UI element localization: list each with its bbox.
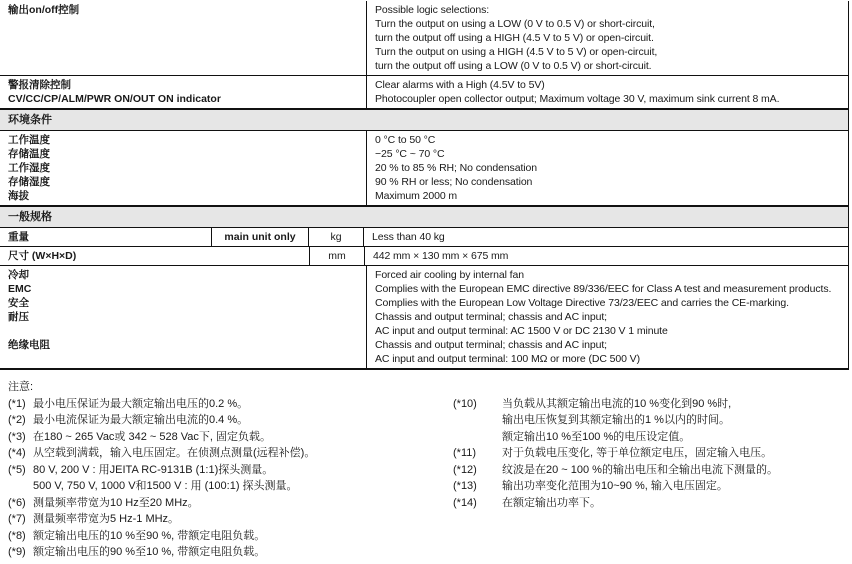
footnote-text: 最小电压保证为最大额定输出电压的0.2 %。 — [33, 397, 249, 410]
footnote-marker: (*3) — [8, 430, 26, 443]
table-row-alarm-indicator — [0, 75, 848, 108]
row-label: 存储湿度 — [8, 176, 50, 188]
row-label — [8, 324, 360, 338]
footnote — [8, 478, 446, 495]
row-value-cell — [366, 1, 848, 75]
row-label-cell — [0, 1, 366, 75]
spec-line: Complies with the European Low Voltage Directive 73/23/EEC and carries the CE-marking. — [375, 297, 789, 309]
spec-line: Chassis and output terminal; chassis and AC input; — [375, 311, 607, 323]
footnote-text: 输出功率变化范围为10~90 %, 输入电压固定。 — [502, 480, 728, 492]
weight-unit-cell: kg — [308, 228, 363, 246]
footnotes — [0, 379, 852, 561]
spec-line: Complies with the European EMC directive 89/336/EEC for Class A test and measurement products. — [375, 283, 832, 295]
table-row-dimensions — [0, 246, 848, 265]
row-label: 存储温度 — [8, 148, 50, 160]
footnote — [453, 462, 852, 479]
row-label-cell — [0, 266, 366, 368]
footnote-text: 在180 ~ 265 Vac或 342 ~ 528 Vac下, 固定负载。 — [33, 430, 272, 443]
spec-line: Possible logic selections: — [375, 4, 490, 16]
spec-line: turn the output off using a HIGH (4.5 V to 5 V) or open-circuit. — [375, 32, 654, 44]
footnote-marker: (*1) — [8, 397, 26, 410]
spec-line: Turn the output on using a LOW (0 V to 0.5 V) or short-circuit, — [375, 18, 655, 30]
spec-line: Less than 40 kg — [372, 231, 445, 243]
row-label: 尺寸 (W×H×D) — [8, 250, 77, 262]
footnote-text: 测量频率带宽为5 Hz-1 MHz。 — [33, 513, 180, 525]
row-label: 工作温度 — [8, 134, 50, 146]
spec-line: Chassis and output terminal; chassis and AC input; — [375, 339, 607, 351]
footnote-marker: (*10) — [453, 397, 477, 410]
footnote-marker: (*14) — [453, 496, 477, 509]
footnote-marker: (*12) — [453, 463, 477, 476]
footnote-text: 对于负载电压变化, 等于单位额定电压，固定输入电压。 — [502, 447, 773, 459]
footnote-text: 额定输出10 %至100 %的电压设定值。 — [502, 430, 691, 443]
row-label: 海拔 — [8, 190, 29, 202]
footnote — [8, 528, 446, 545]
table-row-environment — [0, 131, 848, 205]
footnote-text: 输出电压恢复到其额定输出的1 %以内的时间。 — [502, 414, 730, 426]
footnote-text: 从空载到满载，输入电压固定。在侦测点测量(远程补偿)。 — [33, 447, 316, 459]
footnote — [453, 412, 852, 429]
spec-line: Photocoupler open collector output; Maximum voltage 30 V, maximum sink current 8 mA. — [375, 93, 780, 105]
table-row-output-control — [0, 1, 848, 75]
footnote — [453, 495, 852, 512]
footnote-marker: (*13) — [453, 480, 477, 492]
row-value-cell — [363, 228, 848, 246]
footnote-marker: (*7) — [8, 513, 26, 525]
footnote-marker: (*5) — [8, 463, 26, 476]
footnote-marker — [453, 412, 502, 429]
row-value-cell — [366, 266, 848, 368]
footnote-marker — [8, 478, 33, 495]
row-value-cell — [366, 131, 848, 205]
footnote — [453, 429, 852, 446]
footnote — [8, 495, 446, 512]
footnote — [453, 478, 852, 495]
footnote-marker — [453, 429, 502, 446]
row-label: EMC — [8, 283, 32, 295]
footnote — [8, 429, 446, 446]
footnote-marker: (*4) — [8, 447, 26, 459]
row-label: 工作湿度 — [8, 162, 50, 174]
spec-line: 20 % to 85 % RH; No condensation — [375, 162, 537, 174]
footnote — [8, 396, 446, 413]
footnote-text: 最小电流保证为最大额定输出电流的0.4 %。 — [33, 414, 249, 426]
dims-unit-cell: mm — [309, 247, 364, 265]
row-label: 重量 — [8, 231, 29, 243]
footnote — [453, 396, 852, 413]
row-label — [8, 352, 360, 366]
row-value-cell — [366, 76, 848, 108]
spec-line: Clear alarms with a High (4.5V to 5V) — [375, 79, 545, 91]
spec-line: −25 °C ~ 70 °C — [375, 148, 445, 160]
spec-line: AC input and output terminal: 100 MΩ or more (DC 500 V) — [375, 353, 640, 365]
footnote — [8, 445, 446, 462]
footnote-marker: (*9) — [8, 546, 26, 558]
spec-line: 90 % RH or less; No condensation — [375, 176, 533, 188]
footnote — [453, 445, 852, 462]
footnote-text: 500 V, 750 V, 1000 V和1500 V : 用 (100:1) 探头测量。 — [33, 480, 298, 492]
row-label: 绝缘电阻 — [8, 339, 50, 351]
row-value-cell — [364, 247, 848, 265]
footnote — [8, 544, 446, 561]
footnote — [8, 462, 446, 479]
footnote — [8, 511, 446, 528]
spec-line: 442 mm × 130 mm × 675 mm — [373, 250, 509, 262]
spec-table — [0, 1, 849, 370]
row-label: 冷却 — [8, 269, 29, 281]
section-header-environment: 环境条件 — [0, 108, 848, 131]
footnote-text: 当负载从其额定输出电流的10 %变化到90 %时, — [502, 397, 732, 410]
footnote-text: 在额定输出功率下。 — [502, 496, 601, 509]
table-row-weight — [0, 228, 848, 246]
spec-line: Maximum 2000 m — [375, 190, 458, 202]
row-label: 安全 — [8, 297, 29, 309]
table-row-general-specs — [0, 265, 848, 368]
row-label: 警报清除控制 — [8, 79, 71, 91]
footnote — [8, 412, 446, 429]
footnotes-left-column — [0, 379, 446, 561]
notes-title: 注意: — [8, 381, 34, 393]
footnote-text: 额定输出电压的10 %至90 %, 带额定电阻负载。 — [33, 529, 266, 542]
footnote-marker: (*8) — [8, 529, 26, 542]
spec-line: AC input and output terminal: AC 1500 V or DC 2130 V 1 minute — [375, 325, 668, 337]
row-label-cell — [0, 76, 366, 108]
row-label: 耐压 — [8, 311, 29, 323]
spec-line: Forced air cooling by internal fan — [375, 269, 524, 281]
footnote-text: 测量频率带宽为10 Hz至20 MHz。 — [33, 496, 199, 509]
spec-line: Turn the output on using a HIGH (4.5 V to 5 V) or open-circuit, — [375, 46, 658, 58]
footnote-marker: (*2) — [8, 414, 26, 426]
spec-line: turn the output off using a LOW (0 V to 0.5 V) or short-circuit. — [375, 60, 652, 72]
section-header-general: 一般规格 — [0, 205, 848, 228]
row-label-cell — [0, 131, 366, 205]
spec-line: 0 °C to 50 °C — [375, 134, 436, 146]
footnote-marker: (*11) — [453, 447, 477, 459]
row-label: 输出on/off控制 — [8, 4, 80, 16]
footnotes-right-column — [446, 379, 852, 561]
footnote-marker: (*6) — [8, 496, 26, 509]
row-label: CV/CC/CP/ALM/PWR ON/OUT ON indicator — [8, 93, 221, 105]
footnote-text: 额定输出电压的90 %至10 %, 带额定电阻负载。 — [33, 546, 266, 558]
footnote-text: 纹波是在20 ~ 100 %的输出电压和全输出电流下测量的。 — [502, 463, 778, 476]
footnote-text: 80 V, 200 V : 用JEITA RC-9131B (1:1)探头测量。 — [33, 463, 274, 476]
weight-scope-cell: main unit only — [211, 228, 308, 246]
